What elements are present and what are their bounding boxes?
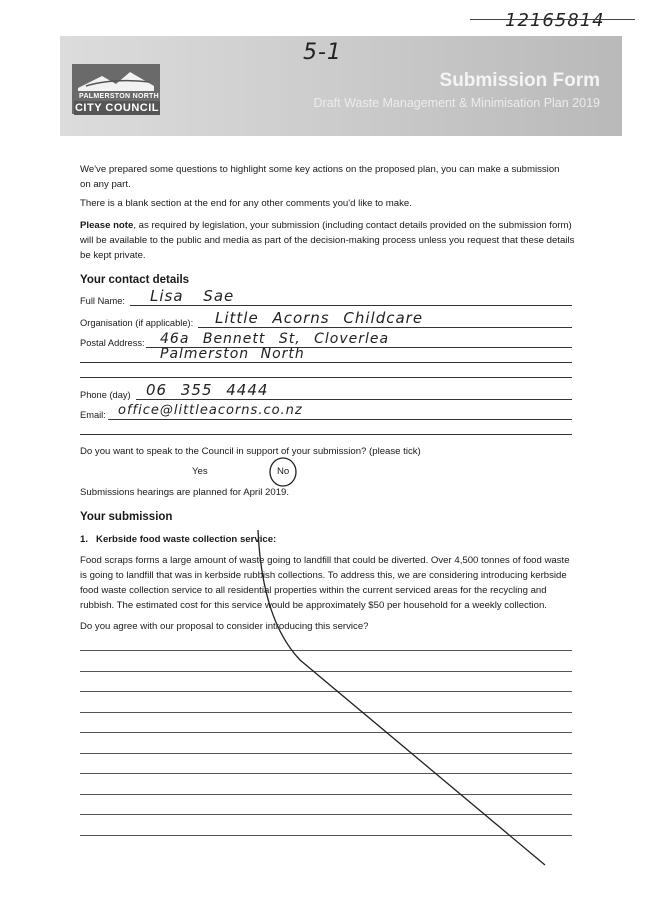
question-1-body: Food scraps forms a large amount of waste going to landfill that could be diverted. Over 4,500 tonnes of food waste is going to landfill that was in kerbside rubbish collections. To address this, we are considering introducing kerbside food waste collection service to all residential properties within the current serviced areas for the recycling and rubbish. The estimated cost for this service would be approximately $50 per household for a weekly collection. bbox=[80, 555, 570, 611]
hearings-note: Submissions hearings are planned for April 2019. bbox=[80, 487, 290, 498]
question-1-title-text: Kerbside food waste collection service: bbox=[96, 534, 277, 545]
organisation-label: Organisation (if applicable): bbox=[80, 318, 194, 328]
answer-line[interactable] bbox=[80, 650, 572, 651]
question-1-title bbox=[80, 532, 276, 547]
intro-paragraph-1: We've prepared some questions to highlight some key actions on the proposed plan, you can make a submission on any part. bbox=[80, 164, 560, 190]
speak-question: Do you want to speak to the Council in support of your submission? (please tick) bbox=[80, 446, 421, 457]
phone-label: Phone (day) bbox=[80, 390, 131, 400]
form-title: Submission Form bbox=[439, 70, 600, 91]
form-subtitle: Draft Waste Management & Minimisation Plan 2019 bbox=[313, 96, 600, 110]
answer-line[interactable] bbox=[80, 814, 572, 815]
postal-address-line2-field[interactable]: Palmerston North bbox=[160, 346, 305, 362]
address-line-2 bbox=[80, 362, 572, 363]
organisation-line bbox=[198, 327, 572, 328]
full-name-line bbox=[130, 305, 572, 306]
answer-line[interactable] bbox=[80, 732, 572, 733]
speak-yes-option[interactable]: Yes bbox=[192, 466, 208, 477]
answer-line[interactable] bbox=[80, 753, 572, 754]
phone-field[interactable]: 06 355 4444 bbox=[146, 381, 269, 399]
logo-org-big: CITY COUNCIL bbox=[74, 102, 160, 114]
reference-underline bbox=[470, 19, 635, 20]
postal-address-label: Postal Address: bbox=[80, 338, 145, 348]
reference-number: 12165814 bbox=[505, 10, 605, 31]
intro-note bbox=[80, 218, 580, 263]
address-line-3 bbox=[80, 377, 572, 378]
answer-line[interactable] bbox=[80, 835, 572, 836]
email-field[interactable]: office@littleacorns.co.nz bbox=[118, 403, 303, 418]
email-line-2 bbox=[80, 434, 572, 435]
email-label: Email: bbox=[80, 410, 106, 420]
organisation-field[interactable]: Little Acorns Childcare bbox=[215, 309, 424, 327]
phone-line bbox=[136, 399, 572, 400]
speak-no-option[interactable]: No bbox=[277, 466, 290, 477]
handwritten-mark: 5-1 bbox=[303, 40, 342, 65]
email-line bbox=[108, 419, 572, 420]
full-name-field[interactable]: Lisa Sae bbox=[150, 287, 235, 305]
question-1-prompt: Do you agree with our proposal to consider introducing this service? bbox=[80, 621, 369, 632]
full-name-label: Full Name: bbox=[80, 296, 125, 306]
contact-heading: Your contact details bbox=[80, 274, 190, 286]
submission-heading: Your submission bbox=[80, 511, 173, 523]
answer-line[interactable] bbox=[80, 671, 572, 672]
note-label: Please note bbox=[80, 220, 134, 231]
note-text: , as required by legislation, your submission (including contact details provided on the submission form) will be available to the public and media as part of the decision-making process unless you request that these details be kept private. bbox=[80, 220, 575, 261]
question-1-number: 1. bbox=[80, 534, 89, 545]
intro-paragraph-2: There is a blank section at the end for any other comments you'd like to make. bbox=[80, 198, 412, 209]
answer-line[interactable] bbox=[80, 691, 572, 692]
answer-line[interactable] bbox=[80, 794, 572, 795]
logo-org-small: PALMERSTON NORTH bbox=[79, 93, 159, 100]
answer-line[interactable] bbox=[80, 712, 572, 713]
postal-address-line1-field[interactable]: 46a Bennett St, Cloverlea bbox=[160, 331, 390, 347]
answer-line[interactable] bbox=[80, 773, 572, 774]
no-circle-mark-icon bbox=[266, 455, 300, 489]
